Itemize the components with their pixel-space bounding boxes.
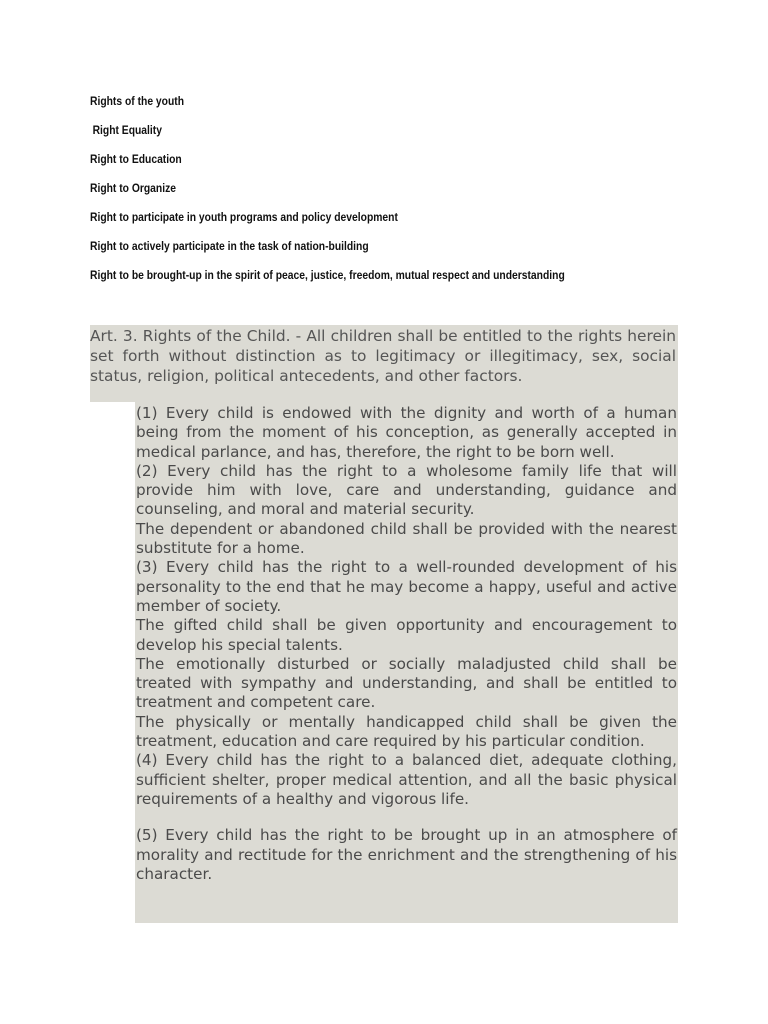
article-paragraph: The emotionally disturbed or socially maladjusted child shall be treated with sympathy and understanding, and shall be entitled to treatment and competent care. xyxy=(136,654,677,712)
youth-right-item: Right to actively participate in the task of nation-building xyxy=(90,239,369,253)
article-paragraph: The physically or mentally handicapped child shall be given the treatment, education and care required by his particular condition. xyxy=(136,712,677,751)
article-intro: Art. 3. Rights of the Child. - All children shall be entitled to the rights herein set forth without distinction as to legitimacy or illegitimacy, sex, social status, religion, political antecedents, and other factors. xyxy=(90,327,676,385)
article-paragraph: (3) Every child has the right to a well-rounded development of his personality to the end that he may become a happy, useful and active member of society. xyxy=(136,558,677,615)
youth-rights-list xyxy=(90,93,640,296)
paragraph-spacer xyxy=(136,809,677,826)
article-paragraphs xyxy=(136,404,677,884)
youth-right-item: Right to be brought-up in the spirit of peace, justice, freedom, mutual respect and understanding xyxy=(90,268,565,282)
youth-right-item: Right Equality xyxy=(92,123,162,137)
article-paragraph: (1) Every child is endowed with the dignity and worth of a human being from the moment of his conception, as generally accepted in medical parlance, and has, therefore, the right to be born well. xyxy=(136,404,677,461)
article-paragraph: The dependent or abandoned child shall be provided with the nearest substitute for a home. xyxy=(136,519,677,558)
youth-right-item: Right to Education xyxy=(90,152,182,166)
article-paragraph: (2) Every child has the right to a wholesome family life that will provide him with love, care and understanding, guidance and counseling, and moral and material security. xyxy=(136,461,677,519)
article-paragraph: (5) Every child has the right to be brought up in an atmosphere of morality and rectitude for the enrichment and the strengthening of his character. xyxy=(136,826,677,883)
youth-rights-heading: Rights of the youth xyxy=(90,94,185,108)
youth-right-item: Right to Organize xyxy=(90,181,176,195)
youth-right-item: Right to participate in youth programs and policy development xyxy=(90,210,398,224)
article-paragraph: (4) Every child has the right to a balanced diet, adequate clothing, sufficient shelter, proper medical attention, and all the basic physical requirements of a healthy and vigorous life. xyxy=(136,751,677,808)
article-paragraph: The gifted child shall be given opportunity and encouragement to develop his special talents. xyxy=(136,616,677,654)
